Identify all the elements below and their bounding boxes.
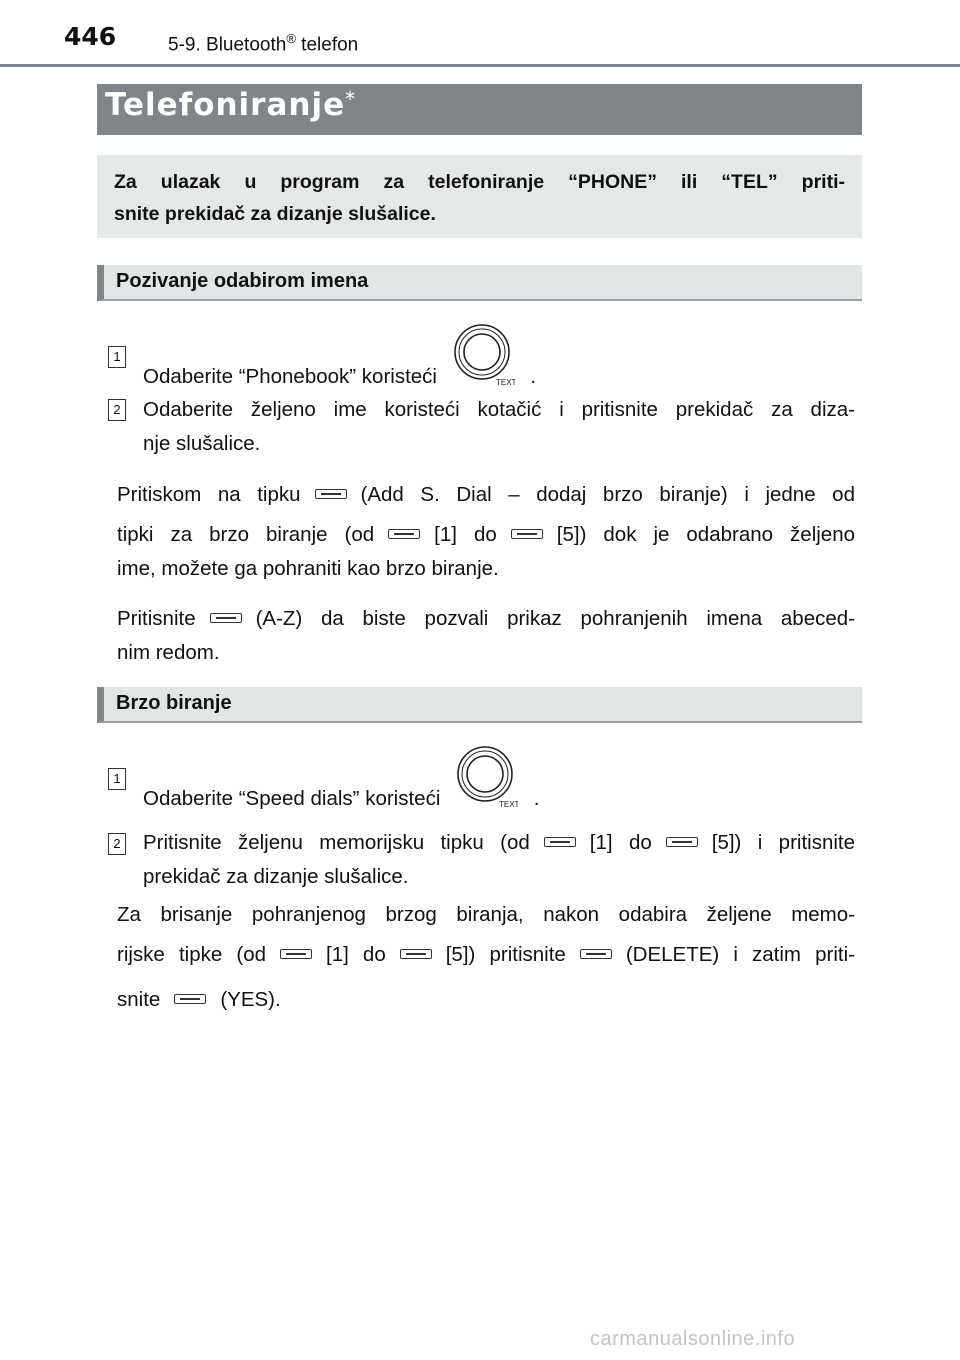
note-line [117,472,855,518]
note-text: (A-Z) da biste pozvali prikaz pohranjenih imena abeced- [255,607,855,630]
intro-line-2: snite prekidač za dizanje slušalice. [114,203,436,225]
controller-knob-icon [454,745,518,820]
title-bar [97,84,862,135]
step-end: . [530,364,537,388]
step-1-text [143,745,540,809]
intro-line-1: Za ulazak u program za telefoniranje “PHONE” ili “TEL” priti- [114,171,845,193]
page-number: 446 [64,22,117,51]
note-text: Pritiskom na tipku [117,483,301,506]
note-text: [1] do [326,943,386,966]
note-line: ime, možete ga pohraniti kao brzo biranje. [117,557,499,580]
chapter-title [168,31,358,56]
intro-box [97,155,862,238]
screen-button-icon [511,529,543,539]
step-2-line-2: nje slušalice. [143,432,261,455]
screen-button-icon [400,949,432,959]
note-text: rijske tipke (od [117,943,267,966]
title-asterisk: * [345,87,357,111]
header-rule [0,64,960,67]
section-heading-phonebook [97,265,862,301]
step-number-badge: 2 [108,399,126,421]
section-heading-text: Pozivanje odabirom imena [116,270,369,292]
section-heading-text: Brzo biranje [116,692,232,714]
note-line: nim redom. [117,641,220,664]
note-line: Za brisanje pohranjenog brzog biranja, nakon odabira željene memo- [117,903,855,926]
controller-knob-icon [451,323,515,398]
note-text: snite [117,988,161,1011]
note-text: Pritisnite [117,607,196,630]
step-text: Odaberite “Speed dials” koristeći [143,786,441,810]
step-text: Pritisnite željenu memorijsku tipku (od [143,831,530,854]
chapter-title-suffix: telefon [295,34,359,56]
note-delete-speed-dial [117,898,855,1022]
screen-button-icon [666,837,698,847]
screen-button-icon [174,994,206,1004]
screen-button-icon [388,529,420,539]
step-number-badge: 2 [108,833,126,855]
screen-button-icon [280,949,312,959]
page-title-text: Telefoniranje [105,87,346,123]
note-line [117,977,855,1022]
step-text: [5]) i pritisnite [711,831,855,854]
note-line [117,932,855,977]
note-text: (DELETE) i zatim priti- [625,943,855,966]
screen-button-icon [580,949,612,959]
step-number-badge: 1 [108,768,126,790]
page-title [105,87,356,123]
note-az [117,602,855,670]
note-line [117,602,855,636]
registered-mark: ® [286,31,296,46]
step-end: . [533,786,540,810]
note-text: (Add S. Dial – dodaj brzo biranje) i jedne od [360,483,855,506]
svg-text:TEXT: TEXT [499,800,519,809]
step-text: [1] do [589,831,652,854]
step-2-line-2: prekidač za dizanje slušalice. [143,865,409,888]
note-line [117,518,855,552]
screen-button-icon [544,837,576,847]
note-text: tipki za brzo biranje (od [117,523,375,546]
step-1-text [143,323,536,387]
intro-text [114,166,845,230]
note-add-speed-dial [117,472,855,586]
step-number-badge: 1 [108,346,126,368]
screen-button-icon [315,489,347,499]
step-text: Odaberite “Phonebook” koristeći [143,364,437,388]
step-2-line-1 [143,826,855,860]
watermark: carmanualsonline.info [590,1328,796,1350]
note-text: (YES). [220,988,281,1011]
screen-button-icon [210,613,242,623]
step-2-line-1: Odaberite željeno ime koristeći kotačić i pritisnite prekidač za diza- [143,398,855,421]
step-2-text [143,826,855,894]
note-text: [5]) pritisnite [445,943,566,966]
chapter-title-prefix: 5-9. Bluetooth [168,34,287,56]
note-text: [1] do [434,523,497,546]
step-2-text [143,393,855,461]
section-heading-speed-dial [97,687,862,723]
svg-text:TEXT: TEXT [495,378,515,387]
note-text: [5]) dok je odabrano željeno [556,523,856,546]
